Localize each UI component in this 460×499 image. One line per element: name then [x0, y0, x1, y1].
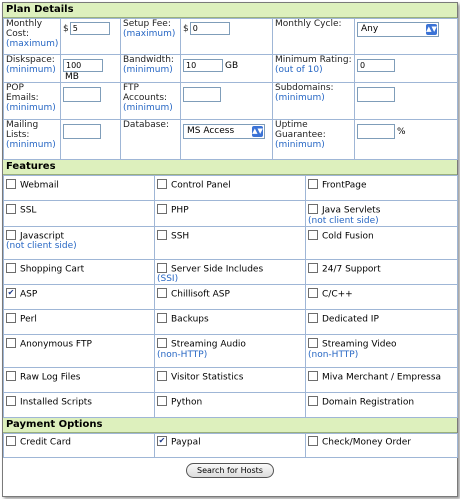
feature-label: ASP [20, 289, 38, 300]
payment-options-header: Payment Options [3, 418, 457, 433]
pop-emails-input[interactable] [63, 87, 101, 102]
feature-cell [306, 310, 458, 335]
payment-label: Credit Card [20, 437, 71, 448]
feature-java-servlets[interactable] [308, 205, 455, 216]
bandwidth-input[interactable] [183, 59, 223, 72]
select-arrow-icon: ▲▼ [426, 25, 437, 33]
checkbox-icon[interactable] [308, 288, 318, 298]
feature-note: (non-HTTP) [308, 349, 359, 360]
feature-cell [155, 259, 306, 285]
feature-label: Anonymous FTP [20, 339, 92, 350]
feature-row [4, 176, 458, 201]
payment-check-money-order[interactable] [308, 437, 455, 448]
checkbox-icon[interactable] [6, 179, 16, 189]
feature-frontpage[interactable] [308, 180, 455, 191]
feature-cell [4, 259, 155, 285]
feature-webmail[interactable] [6, 180, 152, 191]
feature-cell [4, 310, 155, 335]
feature-cell [306, 201, 458, 227]
feature-streaming-audio[interactable] [157, 339, 303, 350]
feature-label: Streaming Audio [171, 339, 246, 350]
feature-label: Python [171, 397, 203, 408]
checkbox-icon[interactable] [157, 263, 167, 273]
monthly-cost-input[interactable] [70, 22, 110, 35]
payment-cell [155, 434, 306, 458]
feature-shopping-cart[interactable] [6, 264, 152, 275]
feature-visitor-statistics[interactable] [157, 372, 303, 383]
select-arrow-icon: ▲▼ [252, 127, 263, 135]
feature-label: PHP [171, 205, 189, 216]
payment-credit-card[interactable] [6, 437, 152, 448]
feature-cell [155, 368, 306, 393]
feature-cell [4, 226, 155, 259]
feature-label: Miva Merchant / Empressa [322, 372, 442, 383]
checkbox-icon[interactable] [6, 204, 16, 214]
feature-server-side-includes[interactable] [157, 264, 303, 275]
feature-cell [4, 335, 155, 368]
feature-streaming-video[interactable] [308, 339, 455, 350]
feature-cold-fusion[interactable] [308, 231, 455, 242]
feature-label: Shopping Cart [20, 264, 85, 274]
feature-cell [306, 285, 458, 310]
payment-paypal[interactable] [157, 437, 303, 448]
features-table [3, 175, 458, 418]
feature-cell [4, 285, 155, 310]
features-header: Features [3, 160, 457, 175]
feature-perl[interactable] [6, 314, 152, 325]
feature-installed-scripts[interactable] [6, 397, 152, 408]
ftp-accounts-input[interactable] [183, 87, 221, 102]
feature-ssl[interactable] [6, 205, 152, 216]
feature-cell [4, 201, 155, 227]
plan-details-table: Monthly Cost: (maximum) $5 Setup Fee: (maximum) $0 Monthly Cycle: Any ▲▼ Diskspace: (minimum) 100MB Bandwidth: (minimum) 10 GB Minimum Rating: (out of 10) 0 POP Emails: (minimum) FTP Accounts: (minimum) Subdomains: (minimum) Mailing Lists: (minimum) Database: MS Access ▲▼ Uptime Guarantee: (minimum) % [3, 18, 458, 160]
plan-details-header: Plan Details [3, 3, 457, 18]
setup-fee-input[interactable] [190, 22, 230, 35]
search-for-hosts-button[interactable]: Search for Hosts [186, 463, 274, 478]
feature-cell [306, 226, 458, 259]
feature-label: 24/7 Support [322, 264, 381, 274]
checkbox-icon[interactable] [6, 371, 16, 381]
feature-python[interactable] [157, 397, 303, 408]
feature-backups[interactable] [157, 314, 303, 325]
feature-ssh[interactable] [157, 231, 303, 242]
payment-label: Check/Money Order [322, 437, 411, 448]
feature-label: Dedicated IP [322, 314, 379, 325]
feature-control-panel[interactable] [157, 180, 303, 191]
checkbox-icon[interactable] [308, 313, 318, 323]
checkbox-icon[interactable] [6, 313, 16, 323]
checkbox-icon[interactable] [6, 230, 16, 240]
feature-cell [306, 368, 458, 393]
feature-row [4, 226, 458, 259]
feature-cell [306, 335, 458, 368]
feature-note: (not client side) [6, 241, 77, 251]
feature-label: Server Side Includes [171, 264, 264, 274]
feature-cell [155, 335, 306, 368]
feature-label: Raw Log Files [20, 372, 81, 383]
feature-domain-registration[interactable] [308, 397, 455, 408]
subdomains-input[interactable] [357, 87, 395, 102]
feature-row [4, 310, 458, 335]
checkbox-checked-icon[interactable]: ✔ [7, 288, 15, 297]
minimum-rating-input[interactable] [357, 59, 395, 72]
checkbox-icon[interactable] [157, 204, 167, 214]
feature-javascript[interactable] [6, 231, 152, 242]
feature-anonymous-ftp[interactable] [6, 339, 152, 350]
feature-label: FrontPage [322, 180, 367, 191]
checkbox-icon[interactable] [308, 338, 318, 348]
feature-note: (not client side) [308, 215, 379, 226]
payment-row [4, 434, 458, 458]
checkbox-icon[interactable] [308, 371, 318, 381]
feature-cell [306, 259, 458, 285]
feature-row [4, 368, 458, 393]
feature-miva-merchant-empressa[interactable] [308, 372, 455, 383]
payment-cell [306, 434, 458, 458]
feature-label: C/C++ [322, 289, 353, 300]
feature-label: Visitor Statistics [171, 372, 244, 383]
checkbox-icon[interactable] [157, 338, 167, 348]
feature-cell [155, 310, 306, 335]
feature-label: Perl [20, 314, 37, 325]
feature-label: Javascript [20, 231, 65, 241]
monthly-cycle-select[interactable]: Any ▲▼ [357, 22, 439, 37]
feature-raw-log-files[interactable] [6, 372, 152, 383]
feature-label: Webmail [20, 180, 59, 191]
mailing-lists-input[interactable] [63, 124, 101, 139]
feature-label: Installed Scripts [20, 397, 92, 408]
checkbox-icon[interactable] [157, 288, 167, 298]
checkbox-icon[interactable] [157, 313, 167, 323]
feature-row [4, 259, 458, 285]
checkbox-icon[interactable] [157, 371, 167, 381]
checkbox-icon[interactable] [308, 204, 318, 214]
feature-note: (non-HTTP) [157, 349, 208, 360]
payment-options-table [3, 433, 458, 458]
payment-label: Paypal [171, 437, 201, 448]
feature-php[interactable] [157, 205, 303, 216]
feature-label: Chillisoft ASP [171, 289, 230, 300]
feature-label: Streaming Video [322, 339, 397, 350]
payment-cell [4, 434, 155, 458]
checkbox-icon[interactable] [6, 263, 16, 273]
feature-label: Java Servlets [322, 205, 381, 216]
feature-asp[interactable] [6, 289, 152, 300]
uptime-input[interactable] [357, 124, 395, 139]
checkbox-icon[interactable] [157, 396, 167, 406]
database-select[interactable]: MS Access ▲▼ [183, 124, 265, 139]
checkbox-icon[interactable] [308, 179, 318, 189]
feature-label: SSH [171, 231, 190, 241]
feature-24-7-support[interactable] [308, 264, 455, 275]
feature-row [4, 285, 458, 310]
feature-note: (SSI) [157, 274, 179, 284]
checkbox-icon[interactable] [308, 436, 318, 446]
feature-cell [4, 368, 155, 393]
diskspace-input[interactable] [63, 59, 103, 72]
feature-label: SSL [20, 205, 37, 216]
search-form [2, 2, 458, 497]
checkbox-icon[interactable] [157, 179, 167, 189]
feature-label: Backups [171, 314, 209, 325]
feature-row [4, 393, 458, 418]
feature-dedicated-ip[interactable] [308, 314, 455, 325]
checkbox-icon[interactable] [308, 396, 318, 406]
checkbox-icon[interactable] [6, 338, 16, 348]
checkbox-icon[interactable] [308, 263, 318, 273]
button-bar [3, 458, 457, 478]
feature-label: Cold Fusion [322, 231, 374, 241]
feature-label: Domain Registration [322, 397, 415, 408]
feature-cell [4, 176, 155, 201]
feature-chillisoft-asp[interactable] [157, 289, 303, 300]
feature-cell [155, 393, 306, 418]
feature-cell [155, 201, 306, 227]
checkbox-icon[interactable] [6, 396, 16, 406]
checkbox-icon[interactable] [308, 230, 318, 240]
feature-cell [155, 226, 306, 259]
feature-row [4, 335, 458, 368]
feature-cell [306, 393, 458, 418]
feature-c-c[interactable] [308, 289, 455, 300]
feature-cell [306, 176, 458, 201]
feature-cell [4, 393, 155, 418]
feature-cell [155, 176, 306, 201]
checkbox-icon[interactable] [157, 230, 167, 240]
feature-cell [155, 285, 306, 310]
checkbox-icon[interactable] [6, 436, 16, 446]
feature-row [4, 201, 458, 227]
checkbox-checked-icon[interactable]: ✔ [158, 436, 166, 445]
monthly-cost-label-cell: Monthly Cost: (maximum) [4, 19, 61, 55]
feature-label: Control Panel [171, 180, 231, 191]
